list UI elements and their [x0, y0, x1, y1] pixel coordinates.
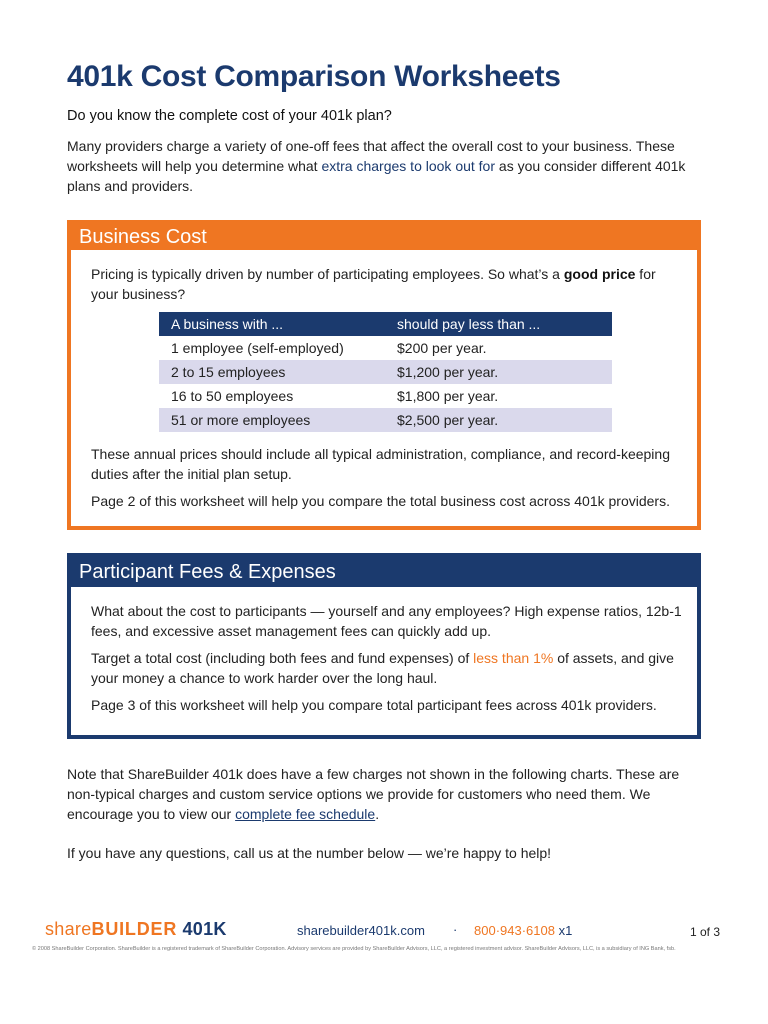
- table-header-row: [159, 312, 612, 336]
- page-title: 401k Cost Comparison Worksheets: [67, 60, 561, 93]
- intro-paragraph: [67, 136, 707, 196]
- questions-text: If you have any questions, call us at the number below — we’re happy to help!: [67, 845, 552, 861]
- intro-text-start: Many providers charge a variety of one-off fees that affect the overall cost to your business. These worksheets will help you determine what: [67, 138, 675, 174]
- business-cost-intro: [91, 264, 683, 304]
- fee-schedule-note: [67, 764, 707, 824]
- target-highlight: less than 1%: [473, 650, 554, 666]
- logo-share: share: [45, 919, 92, 939]
- good-price-emphasis: good price: [563, 266, 636, 282]
- subhead: Do you know the complete cost of your 401k plan?: [67, 108, 392, 124]
- table-header-business: A business with ...: [159, 312, 385, 336]
- sharebuilder-401k-logo: [45, 919, 227, 940]
- intro-highlight: extra charges to look out for: [321, 158, 496, 174]
- phone-digits: 800·943·6108: [474, 923, 555, 938]
- table-cell-business: 1 employee (self-employed): [171, 340, 344, 356]
- participant-fees-page-ref: Page 3 of this worksheet will help you compare total participant fees across 401k providers.: [91, 697, 657, 713]
- table-cell-price: $200 per year.: [397, 340, 487, 356]
- logo-builder: BUILDER: [91, 919, 178, 939]
- target-text-end: of assets, and give your money a chance to work harder over the long haul.: [91, 650, 674, 686]
- business-cost-annual-note: These annual prices should include all typical administration, compliance, and record-keeping duties after the initial plan setup.: [91, 446, 670, 482]
- logo-401k: 401K: [182, 919, 227, 939]
- table-cell-business: 51 or more employees: [159, 408, 385, 432]
- business-cost-box: [67, 220, 701, 530]
- business-cost-intro-end: for your business?: [91, 266, 656, 302]
- note-text-start: Note that ShareBuilder 401k does have a few charges not shown in the following charts. These are non-typical charges and custom service options we provide for customers who need them. We encourage you to view our: [67, 766, 680, 822]
- table-cell-price: $1,200 per year.: [385, 360, 612, 384]
- pricing-table: [159, 312, 612, 432]
- business-cost-page-ref: Page 2 of this worksheet will help you compare the total business cost across 401k providers.: [91, 493, 670, 509]
- table-cell-business: 16 to 50 employees: [171, 388, 294, 404]
- website-link[interactable]: sharebuilder401k.com: [297, 923, 425, 938]
- note-text-end: .: [375, 806, 380, 822]
- business-cost-header: Business Cost: [71, 224, 697, 250]
- complete-fee-schedule-link[interactable]: complete fee schedule: [235, 806, 376, 822]
- participant-fees-target: [91, 648, 683, 688]
- business-cost-body: [91, 264, 683, 518]
- table-cell-business: 2 to 15 employees: [159, 360, 385, 384]
- phone-extension: x1: [558, 923, 573, 938]
- participant-fees-intro: What about the cost to participants — yourself and any employees? High expense ratios, 12b-1 fees, and excessive asset management fees can quickly add up.: [91, 603, 682, 639]
- intro-text-end: as you consider different 401k plans and providers.: [67, 158, 686, 194]
- table-row: [159, 360, 612, 384]
- business-cost-intro-start: Pricing is typically driven by number of participating employees. So what’s a: [91, 266, 564, 282]
- legal-disclaimer: © 2008 ShareBuilder Corporation. ShareBuilder is a registered trademark of ShareBuilder Corporation. Advisory services are provided by ShareBuilder Advisors, LLC, a registered investment advisor. ShareBuilder Advisors, LLC, is a subsidiary of ING Bank, fsb.: [32, 946, 676, 952]
- table-row: [159, 408, 612, 432]
- table-row: [159, 336, 612, 360]
- page-number: 1 of 3: [690, 925, 721, 939]
- table-cell-price: $2,500 per year.: [385, 408, 612, 432]
- target-text-start: Target a total cost (including both fees and fund expenses) of: [91, 650, 474, 666]
- participant-fees-header: Participant Fees & Expenses: [71, 557, 697, 587]
- footer-separator: ·: [453, 922, 458, 937]
- table-row: [159, 384, 612, 408]
- participant-fees-box: [67, 553, 701, 739]
- participant-fees-body: [91, 601, 683, 722]
- table-cell-price: $1,800 per year.: [397, 388, 499, 404]
- table-header-price: should pay less than ...: [385, 312, 612, 336]
- phone-number: [474, 923, 572, 938]
